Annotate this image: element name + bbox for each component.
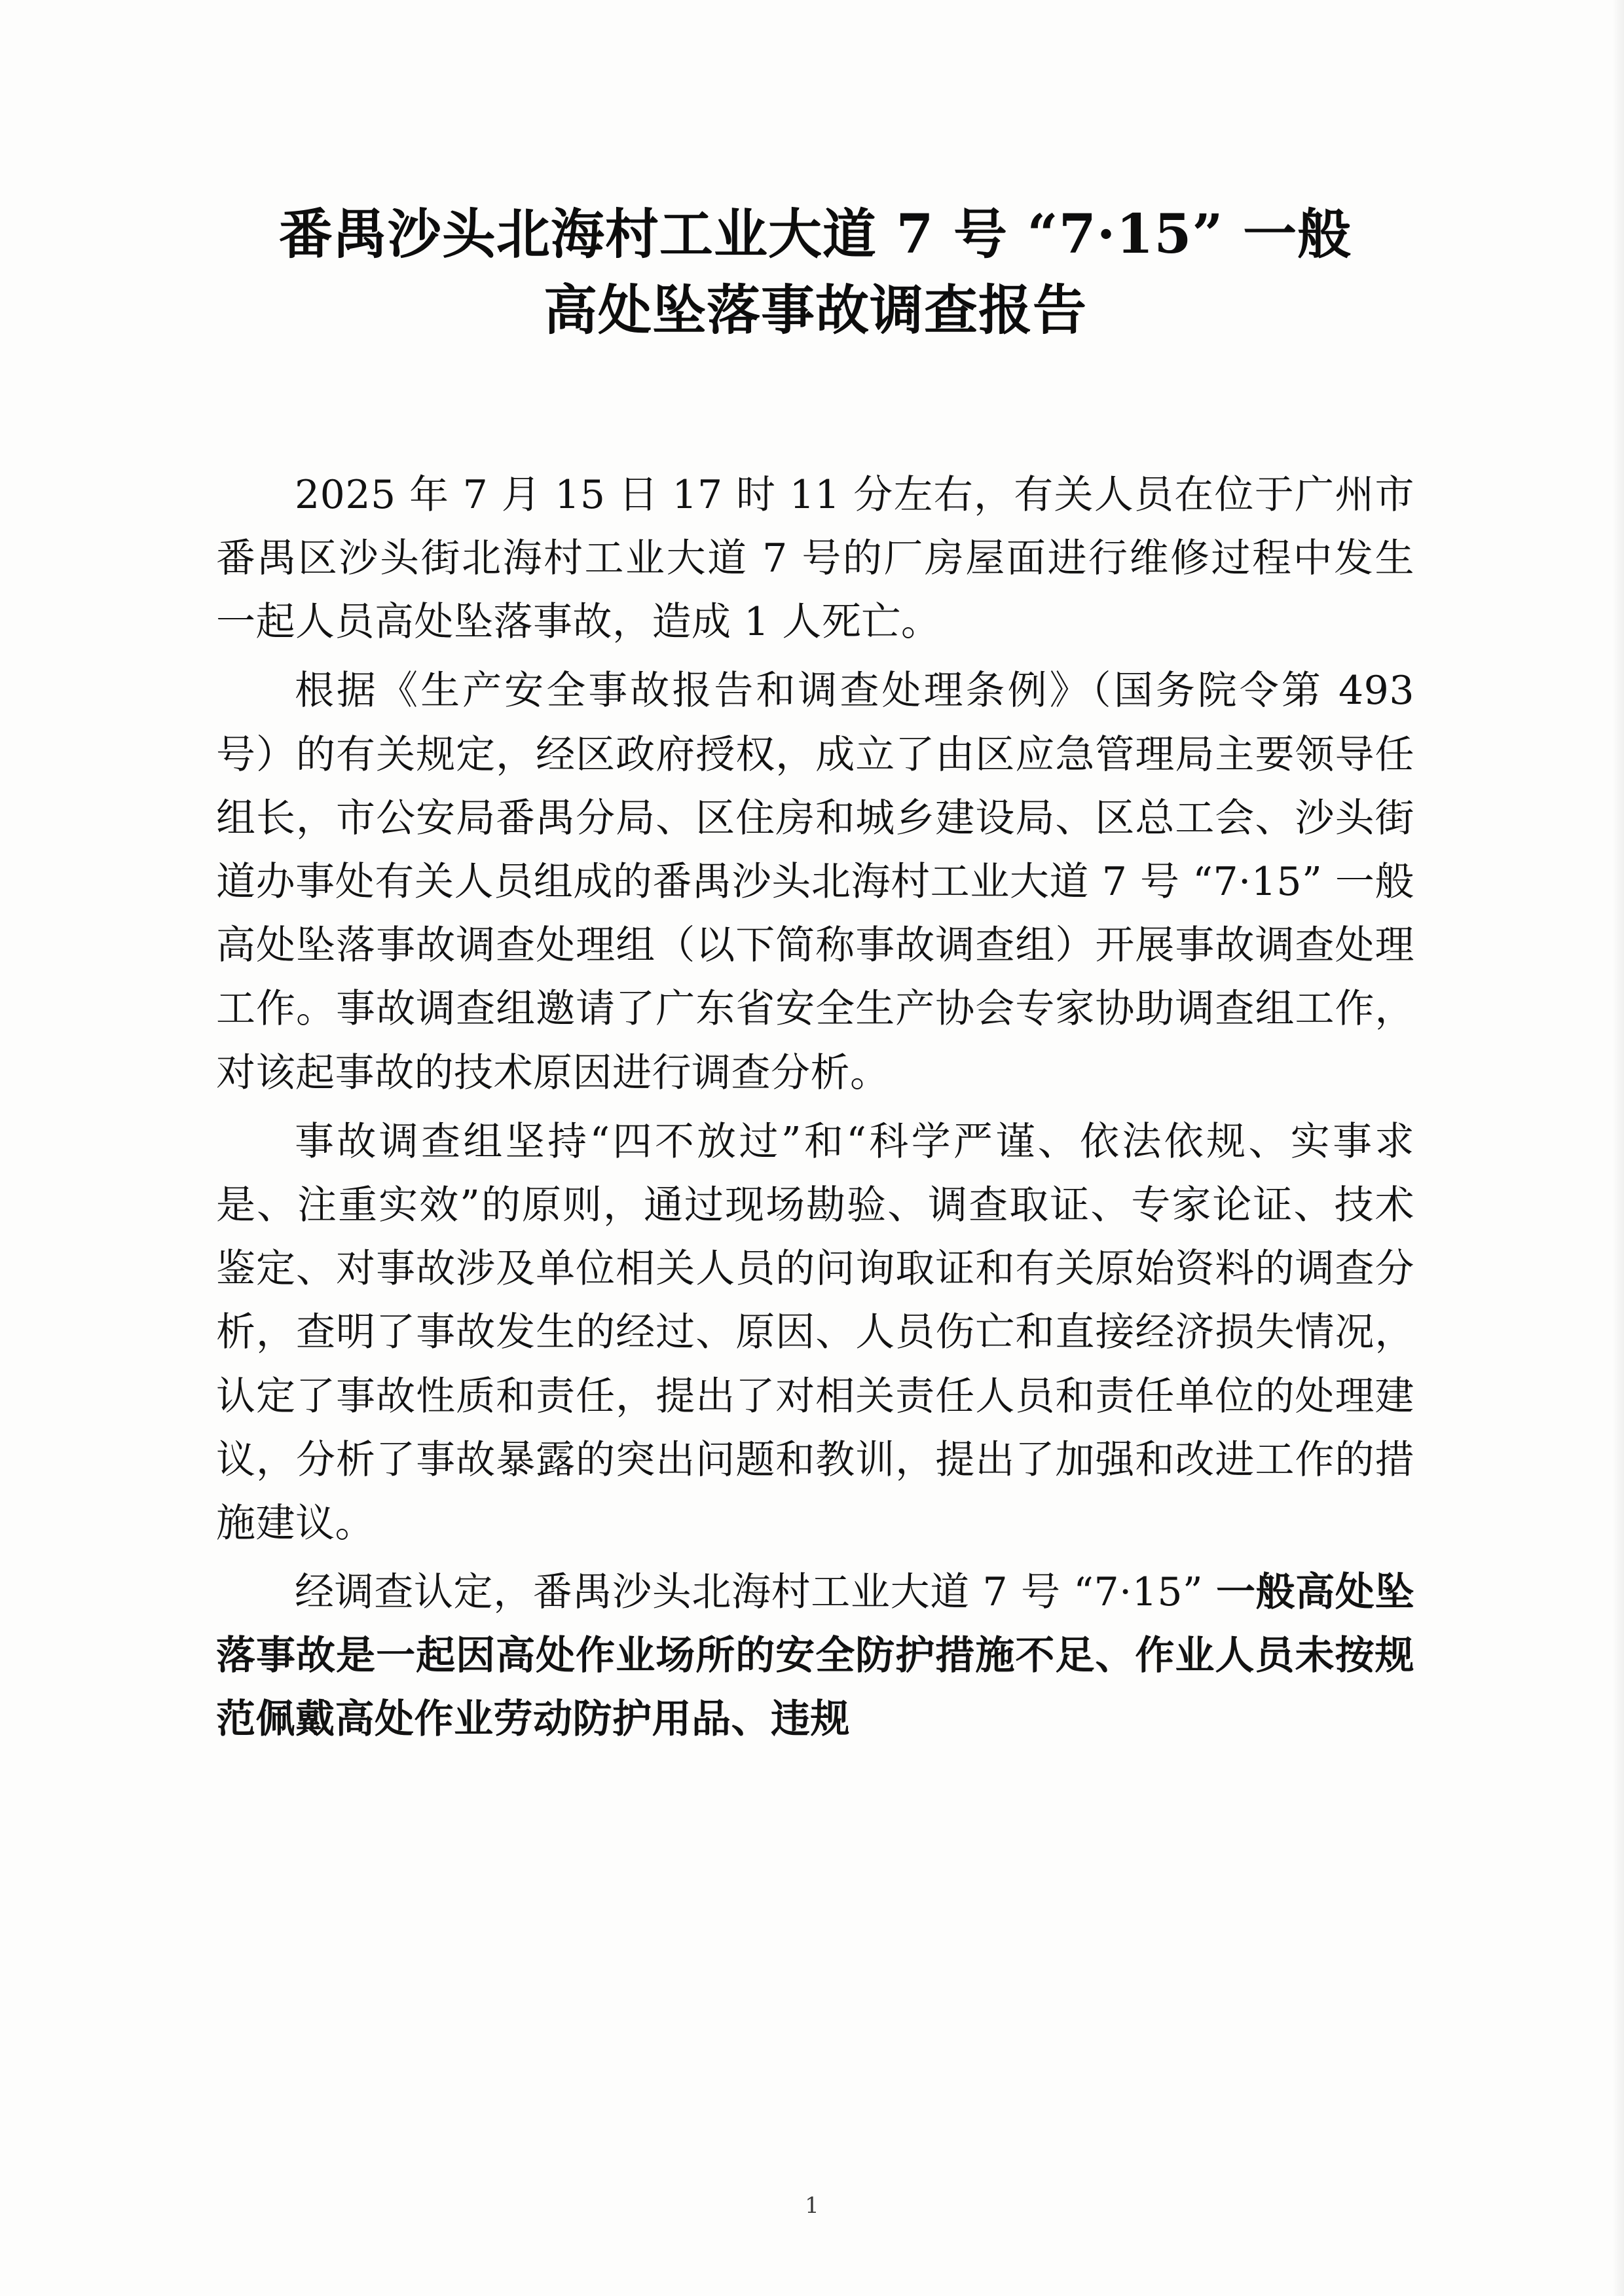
- paragraph-2: 根据《生产安全事故报告和调查处理条例》（国务院令第 493 号）的有关规定，经区政府授权，成立了由区应急管理局主要领导任组长，市公安局番禺分局、区住房和城乡建设局、区总工会、沙头街道办事处有关人员组成的番禺沙头北海村工业大道 7 号 “7·15” 一般高处坠落事故调查处理组（以下简称事故调查组）开展事故调查处理工作。事故调查组邀请了广东省安全生产协会专家协助调查组工作，对该起事故的技术原因进行调查分析。: [216, 668, 1414, 1096]
- document-body: [216, 196, 1414, 1757]
- page-title: [216, 196, 1414, 349]
- emphasized-text: 一般高处坠落事故是一起因高处作业场所的安全防护措施不足、作业人员未按规范佩戴高处作业劳动防护用品、违规: [216, 1569, 1415, 1743]
- paragraph-4: 经调查认定，番禺沙头北海村工业大道 7 号 “7·15” 一般高处坠落事故是一起因高处作业场所的安全防护措施不足、作业人员未按规范佩戴高处作业劳动防护用品、违规: [216, 1569, 1415, 1743]
- paragraph-3: 事故调查组坚持“四不放过”和“科学严谨、依法依规、实事求是、注重实效”的原则，通过现场勘验、调查取证、专家论证、技术鉴定、对事故涉及单位相关人员的问询取证和有关原始资料的调查分析，查明了事故发生的经过、原因、人员伤亡和直接经济损失情况，认定了事故性质和责任，提出了对相关责任人员和责任单位的处理建议，分析了事故暴露的突出问题和教训，提出了加强和改进工作的措施建议。: [216, 1118, 1414, 1546]
- page-number: 1: [805, 2193, 819, 2219]
- paragraph-1: 2025 年 7 月 15 日 17 时 11 分左右，有关人员在位于广州市番禺区沙头街北海村工业大道 7 号的厂房屋面进行维修过程中发生一起人员高处坠落事故，造成 1 人死亡。: [216, 471, 1414, 646]
- page-title-line-2: 高处坠落事故调查报告: [543, 279, 1087, 342]
- page-title-line-1: 番禺沙头北海村工业大道 7 号 “7·15” 一般: [278, 203, 1352, 266]
- paragraph-list: [216, 464, 1414, 1752]
- page-edge-shading: [1612, 0, 1624, 2296]
